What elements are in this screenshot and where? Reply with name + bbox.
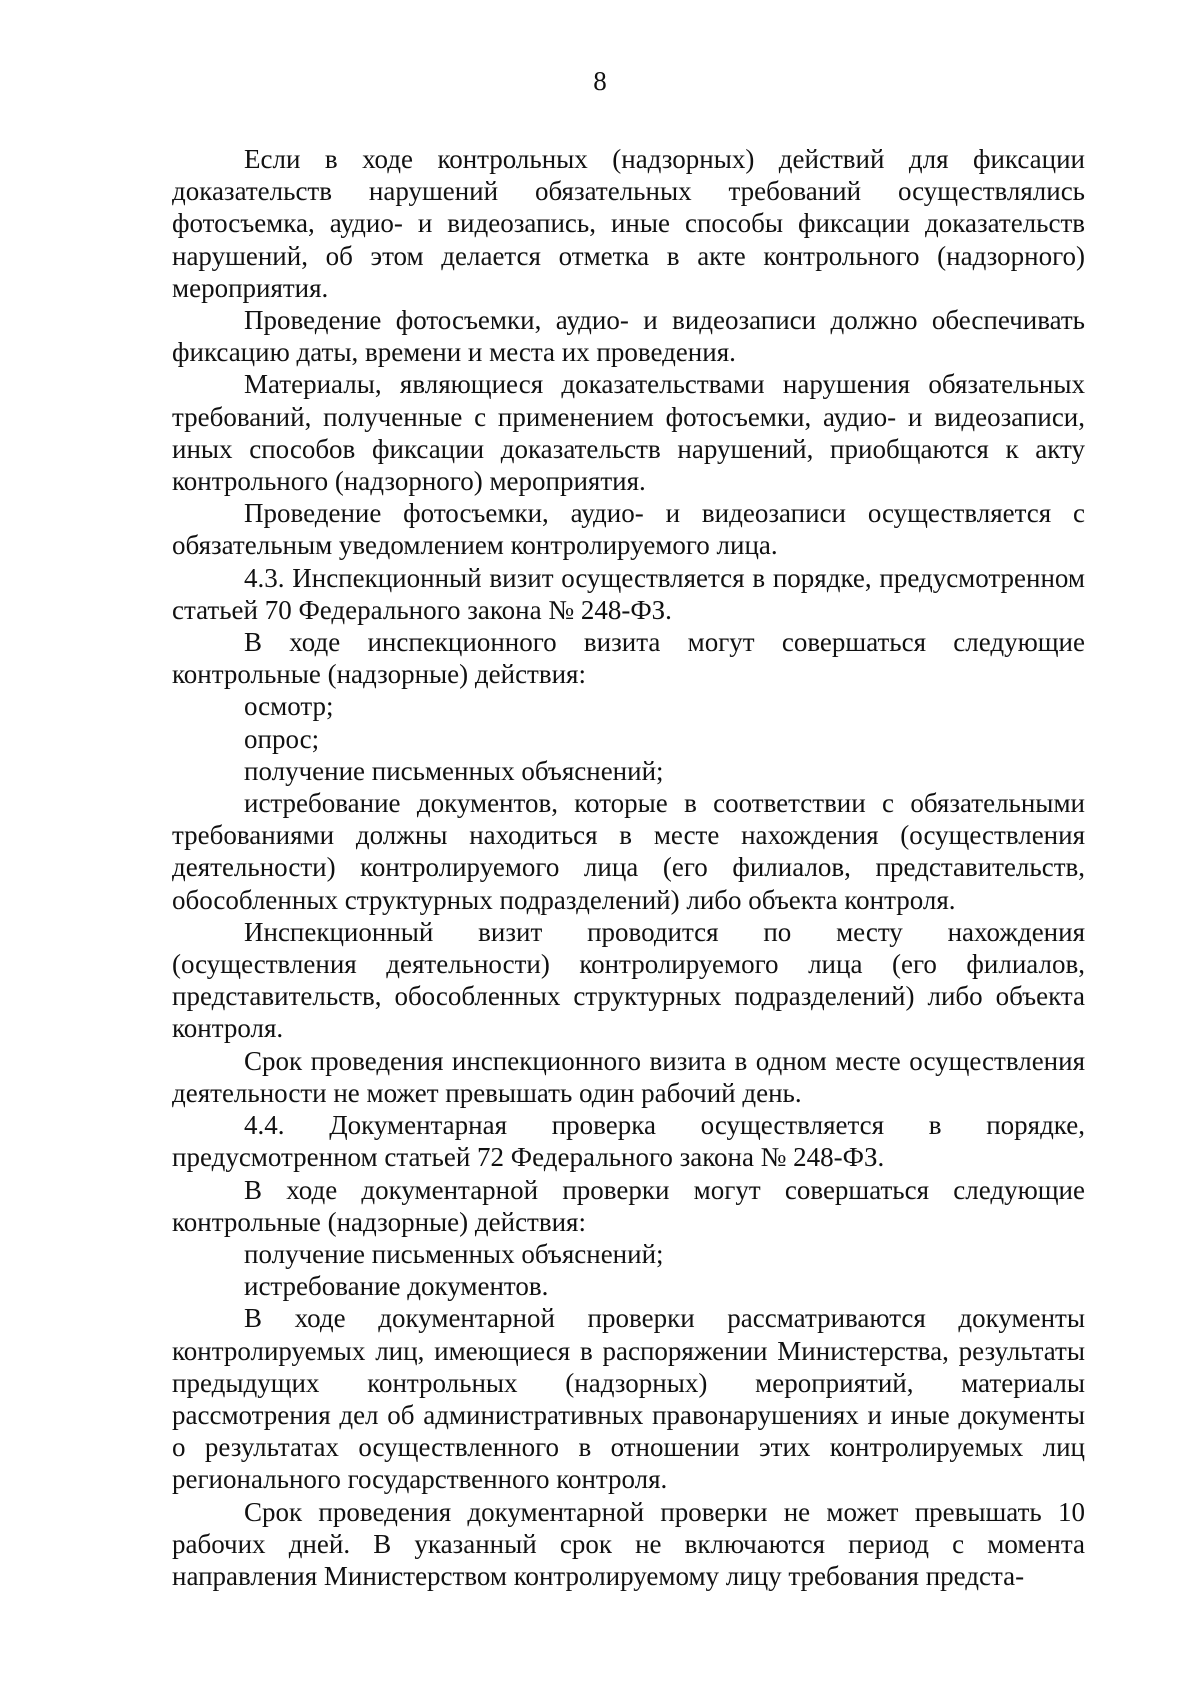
paragraph: истребование документов, которые в соответствии с обязательными требованиями должны находиться в месте нахождения (осуществления деятельности) контролируемого лица (его филиалов, представительств, обособленных структурных подразделений) либо объекта контроля.: [172, 788, 1085, 915]
list-item: получение письменных объяснений;: [244, 1238, 664, 1269]
document-body: [172, 143, 1085, 1592]
list-item: опрос;: [244, 723, 320, 754]
page-number: 8: [593, 66, 607, 96]
paragraph: В ходе инспекционного визита могут совершаться следующие контрольные (надзорные) действия:: [172, 627, 1085, 690]
paragraph: 4.4. Документарная проверка осуществляется в порядке, предусмотренном статьей 72 Федерального закона № 248-ФЗ.: [172, 1110, 1085, 1173]
paragraph: Срок проведения инспекционного визита в одном месте осуществления деятельности не может превышать один рабочий день.: [172, 1045, 1085, 1108]
paragraph: 4.3. Инспекционный визит осуществляется в порядке, предусмотренном статьей 70 Федерального закона № 248-ФЗ.: [172, 562, 1085, 625]
paragraph: Инспекционный визит проводится по месту нахождения (осуществления деятельности) контролируемого лица (его филиалов, представительств, обособленных структурных подразделений) либо объекта контроля.: [172, 916, 1085, 1044]
paragraph: Материалы, являющиеся доказательствами нарушения обязательных требований, полученные с применением фотосъемки, аудио- и видеозаписи, иных способов фиксации доказательств нарушений, приобщаются к акту контрольного (надзорного) мероприятия.: [172, 369, 1085, 497]
paragraph: В ходе документарной проверки могут совершаться следующие контрольные (надзорные) действия:: [172, 1174, 1085, 1237]
paragraph: Проведение фотосъемки, аудио- и видеозаписи должно обеспечивать фиксацию даты, времени и места их проведения.: [172, 305, 1085, 368]
paragraph: В ходе документарной проверки рассматриваются документы контролируемых лиц, имеющиеся в распоряжении Министерства, результаты предыдущих контрольных (надзорных) мероприятий, материалы рассмотрения дел об административных правонарушениях и иные документы о результатах осуществленного в отношении этих контролируемых лиц регионального государственного контроля.: [172, 1303, 1085, 1495]
paragraph: Срок проведения документарной проверки не может превышать 10 рабочих дней. В указанный срок не включаются период с момента направления Министерством контролируемому лицу требования предста-: [172, 1496, 1085, 1591]
list-item: истребование документов.: [244, 1271, 549, 1302]
paragraph: Если в ходе контрольных (надзорных) действий для фиксации доказательств нарушений обязательных требований осуществлялись фотосъемка, аудио- и видеозапись, иные способы фиксации доказательств нарушений, об этом делается отметка в акте контрольного (надзорного) мероприятия.: [172, 144, 1085, 303]
list-item: осмотр;: [244, 691, 334, 722]
list-item: получение письменных объяснений;: [244, 755, 664, 786]
paragraph: Проведение фотосъемки, аудио- и видеозаписи осуществляется с обязательным уведомлением контролируемого лица.: [172, 498, 1085, 561]
